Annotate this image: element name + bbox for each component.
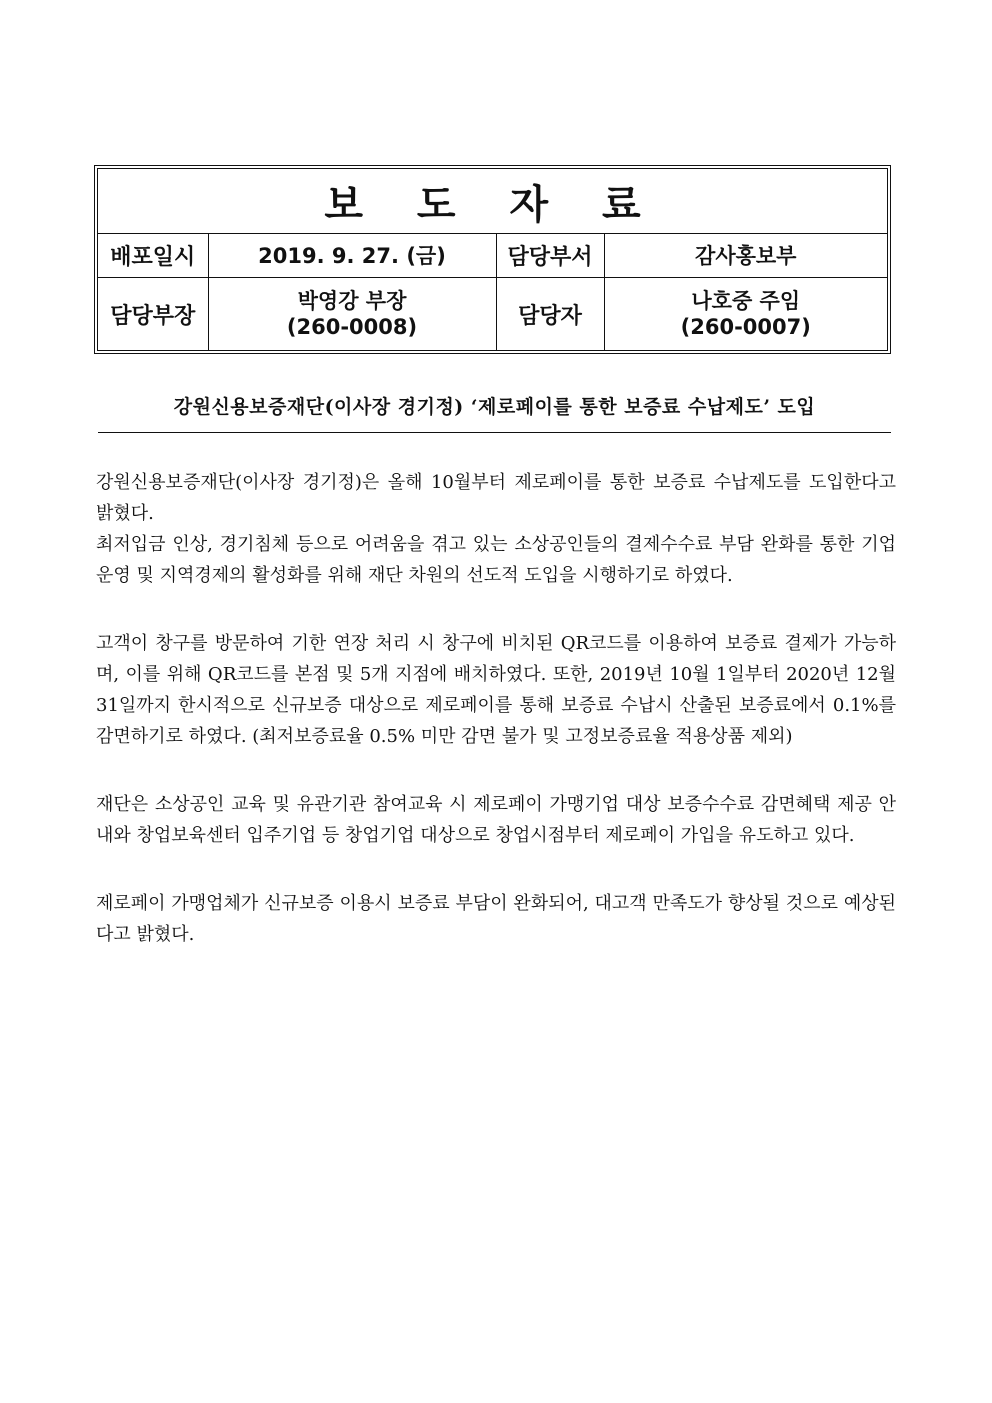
contact-value	[604, 278, 887, 350]
paragraph-qr-payment: 고객이 창구를 방문하여 기한 연장 처리 시 창구에 비치된 QR코드를 이용하여 보증료 결제가 가능하며, 이를 위해 QR코드를 본점 및 5개 지점에 배치하였다. 또한, 2019년 10월 1일부터 2020년 12월 31일까지 한시적으로 신규보증 대상으로 제로페이를 통해 보증료 수납시 산출된 보증료에서 0.1%를 감면하기로 하였다. (최저보증료율 0.5% 미만 감면 불가 및 고정보증료율 적용상품 제외)	[96, 633, 896, 747]
paragraph-gap	[96, 591, 896, 628]
release-date-value: 2019. 9. 27. (금)	[208, 234, 496, 278]
headline-divider	[98, 432, 891, 433]
contact-label: 담당자	[496, 278, 604, 350]
manager-value	[208, 278, 496, 350]
manager-label: 담당부장	[98, 278, 208, 350]
paragraph-intro: 강원신용보증재단(이사장 경기정)은 올해 10월부터 제로페이를 통한 보증료 수납제도를 도입한다고 밝혔다.	[96, 472, 896, 524]
manager-name: 박영강 부장	[297, 289, 407, 314]
department-label: 담당부서	[496, 234, 604, 278]
headline: 강원신용보증재단(이사장 경기정) ‘제로페이를 통한 보증료 수납제도’ 도입	[173, 396, 816, 418]
department-value: 감사홍보부	[604, 234, 887, 278]
paragraph-gap	[96, 851, 896, 888]
paragraph-gap	[96, 752, 896, 789]
body-text	[96, 467, 896, 950]
paragraph-purpose: 최저입금 인상, 경기침체 등으로 어려움을 겪고 있는 소상공인들의 결제수수료 부담 완화를 통한 기업운영 및 지역경제의 활성화를 위해 재단 차원의 선도적 도입을 시행하기로 하였다.	[96, 534, 896, 586]
release-date-label: 배포일시	[98, 234, 208, 278]
press-release-header-table	[94, 165, 891, 354]
contact-name: 나호중 주임	[691, 289, 801, 314]
manager-phone: (260-0008)	[286, 315, 418, 340]
paragraph-education: 재단은 소상공인 교육 및 유관기관 참여교육 시 제로페이 가맹기업 대상 보증수수료 감면혜택 제공 안내와 창업보육센터 입주기업 등 창업기업 대상으로 창업시점부터 제로페이 가입을 유도하고 있다.	[96, 794, 896, 846]
document-title: 보 도 자 료	[98, 169, 887, 234]
paragraph-expectation: 제로페이 가맹업체가 신규보증 이용시 보증료 부담이 완화되어, 대고객 만족도가 향상될 것으로 예상된다고 밝혔다.	[96, 893, 896, 945]
contact-phone: (260-0007)	[680, 315, 811, 340]
